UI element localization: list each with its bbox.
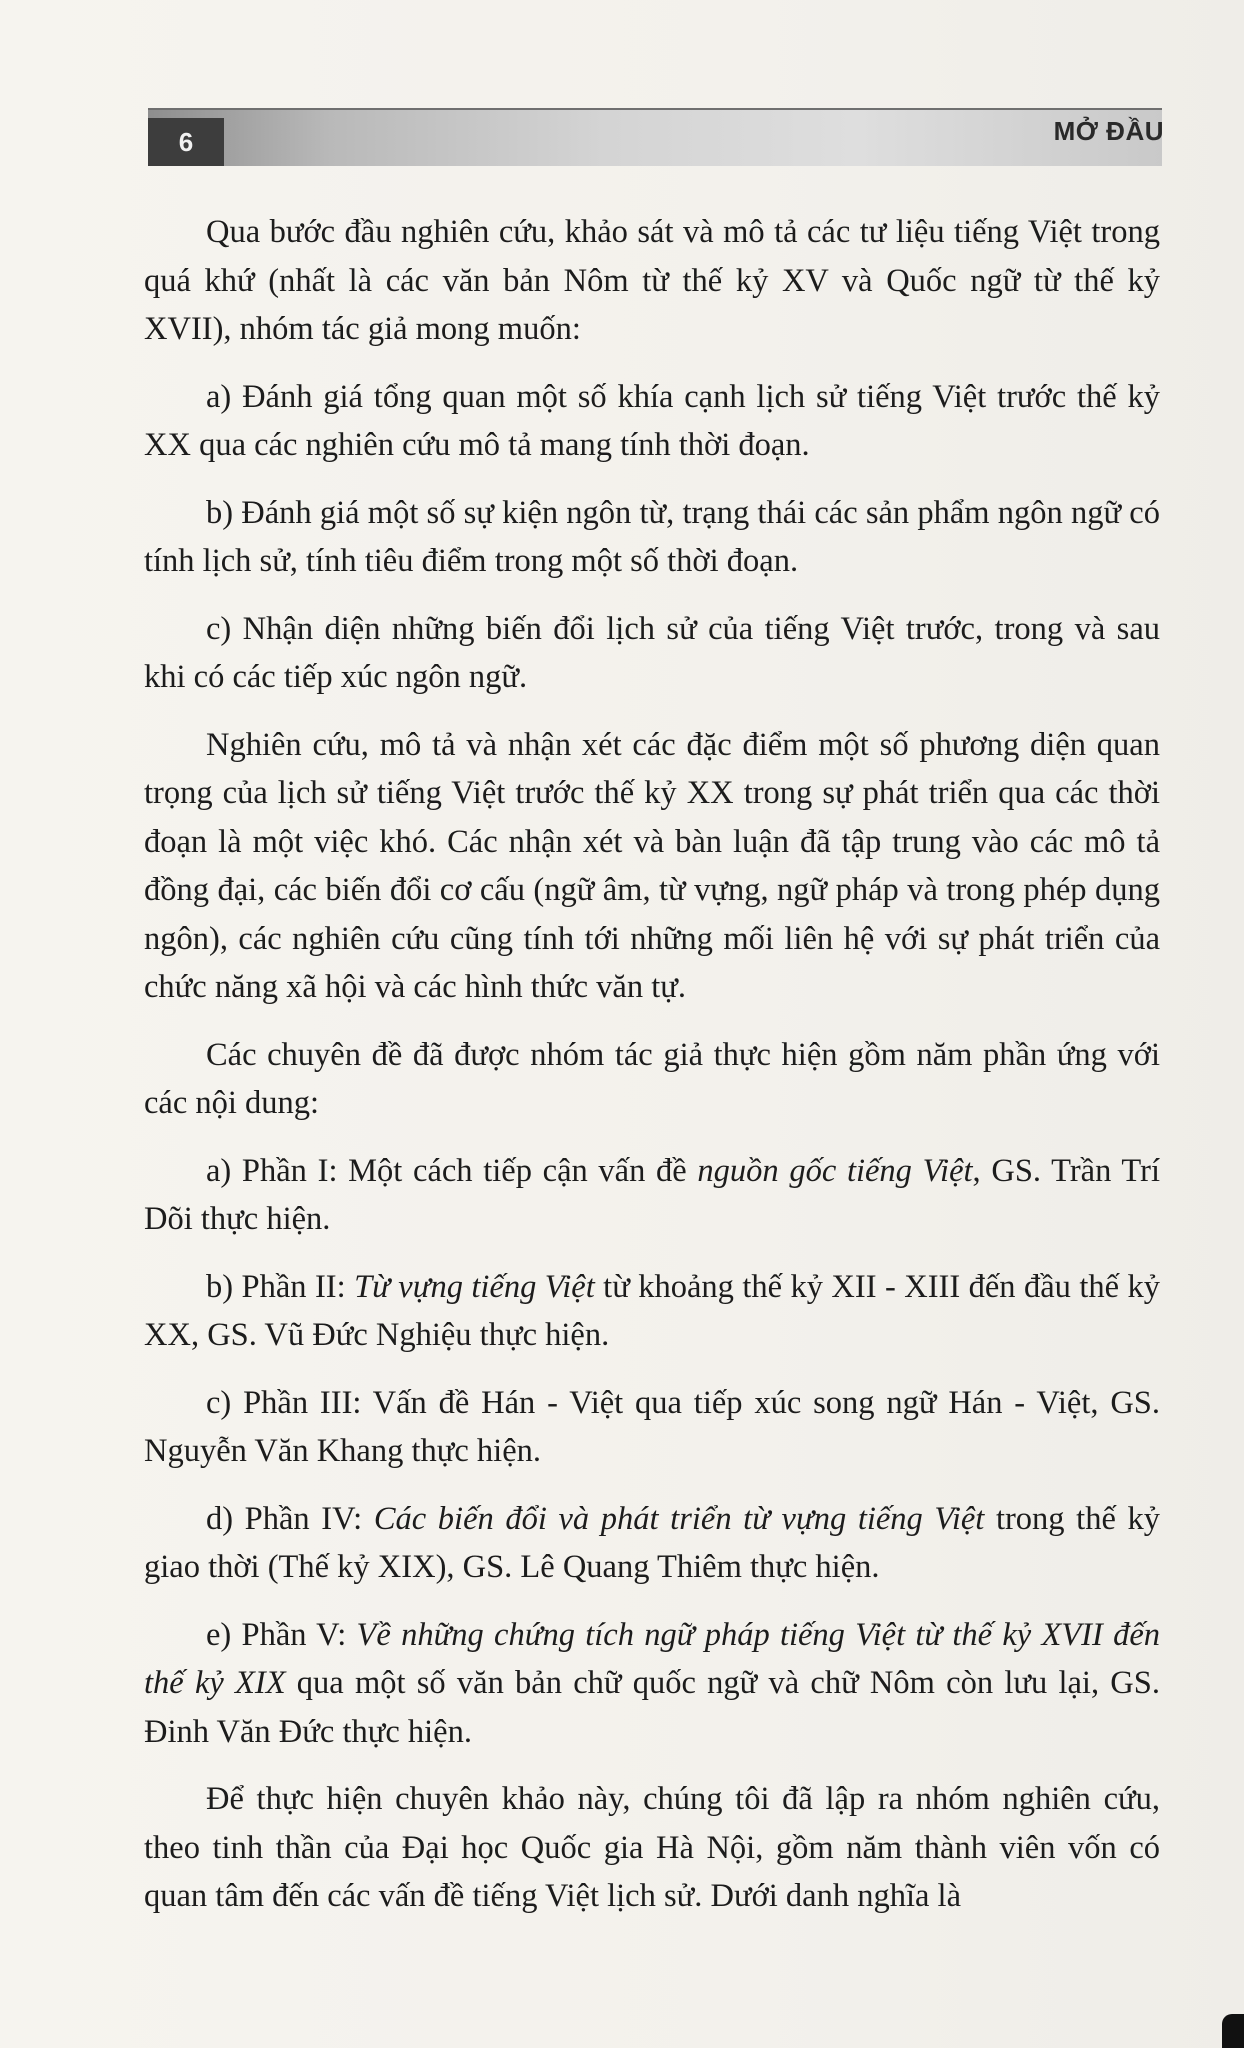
part-4-author: trong thế kỷ giao thời (Thế kỷ XIX), GS. Lê Quang Thiêm thực hiện. <box>144 1500 1160 1585</box>
paragraph-topics-intro: Các chuyên đề đã được nhóm tác giả thực hiện gồm năm phần ứng với các nội dung: <box>144 1036 1160 1121</box>
list-item-part-3: c) Phần III: Vấn đề Hán - Việt qua tiếp xúc song ngữ Hán - Việt, GS. Nguyễn Văn Khang thực hiện. <box>144 1384 1160 1469</box>
part-2-text: b) Phần II: <box>206 1268 355 1305</box>
list-item-part-4 <box>144 1495 1160 1592</box>
list-item-goal-a: a) Đánh giá tổng quan một số khía cạnh lịch sử tiếng Việt trước thế kỷ XX qua các nghiên cứu mô tả mang tính thời đoạn. <box>144 378 1160 463</box>
list-item-part-1 <box>144 1147 1160 1244</box>
list-item-goal-b: b) Đánh giá một số sự kiện ngôn từ, trạng thái các sản phẩm ngôn ngữ có tính lịch sử, tính tiêu điểm trong một số thời đoạn. <box>144 494 1160 579</box>
part-4-text: d) Phần IV: <box>206 1500 374 1537</box>
list-item-part-5 <box>144 1611 1160 1757</box>
paragraph-intro: Qua bước đầu nghiên cứu, khảo sát và mô tả các tư liệu tiếng Việt trong quá khứ (nhất là các văn bản Nôm từ thế kỷ XV và Quốc ngữ từ thế kỷ XVII), nhóm tác giả mong muốn: <box>144 214 1160 347</box>
page-corner-shadow <box>1222 2014 1244 2048</box>
paragraph-research-group: Để thực hiện chuyên khảo này, chúng tôi đã lập ra nhóm nghiên cứu, theo tinh thần của Đại học Quốc gia Hà Nội, gồm năm thành viên vốn có quan tâm đến các vấn đề tiếng Việt lịch sử. Dưới danh nghĩa là <box>144 1781 1160 1914</box>
body-text <box>144 208 1160 1940</box>
part-1-text: a) Phần I: Một cách tiếp cận vấn đề <box>206 1152 698 1189</box>
part-5-author: qua một số văn bản chữ quốc ngữ và chữ Nôm còn lưu lại, GS. Đinh Văn Đức thực hiện. <box>144 1665 1160 1750</box>
part-2-italic-title: Từ vựng tiếng Việt <box>354 1268 595 1305</box>
page-number: 6 <box>148 118 224 166</box>
running-header-title: MỞ ĐẦU <box>1053 116 1164 146</box>
part-5-italic-title: Về những chứng tích ngữ pháp tiếng Việt từ thế kỷ XVII đến thế kỷ XIX <box>144 1616 1161 1701</box>
running-header-band <box>148 108 1162 166</box>
part-4-italic-title: Các biến đổi và phát triển từ vựng tiếng Việt <box>373 1500 985 1537</box>
part-2-author: từ khoảng thế kỷ XII - XIII đến đầu thế kỷ XX, GS. Vũ Đức Nghiệu thực hiện. <box>144 1268 1160 1353</box>
list-item-goal-c: c) Nhận diện những biến đổi lịch sử của tiếng Việt trước, trong và sau khi có các tiếp xúc ngôn ngữ. <box>144 610 1160 695</box>
part-1-italic-title: nguồn gốc tiếng Việt <box>697 1152 973 1189</box>
list-item-part-2 <box>144 1263 1160 1360</box>
part-5-text: e) Phần V: <box>206 1616 357 1653</box>
paragraph-research-scope: Nghiên cứu, mô tả và nhận xét các đặc điểm một số phương diện quan trọng của lịch sử tiếng Việt trước thế kỷ XX trong sự phát triển qua các thời đoạn là một việc khó. Các nhận xét và bàn luận đã tập trung vào các mô tả đồng đại, các biến đổi cơ cấu (ngữ âm, từ vựng, ngữ pháp và trong phép dụng ngôn), các nghiên cứu cũng tính tới những mối liên hệ với sự phát triển của chức năng xã hội và các hình thức văn tự. <box>144 726 1160 1005</box>
part-1-author: , GS. Trần Trí Dõi thực hiện. <box>144 1152 1160 1237</box>
